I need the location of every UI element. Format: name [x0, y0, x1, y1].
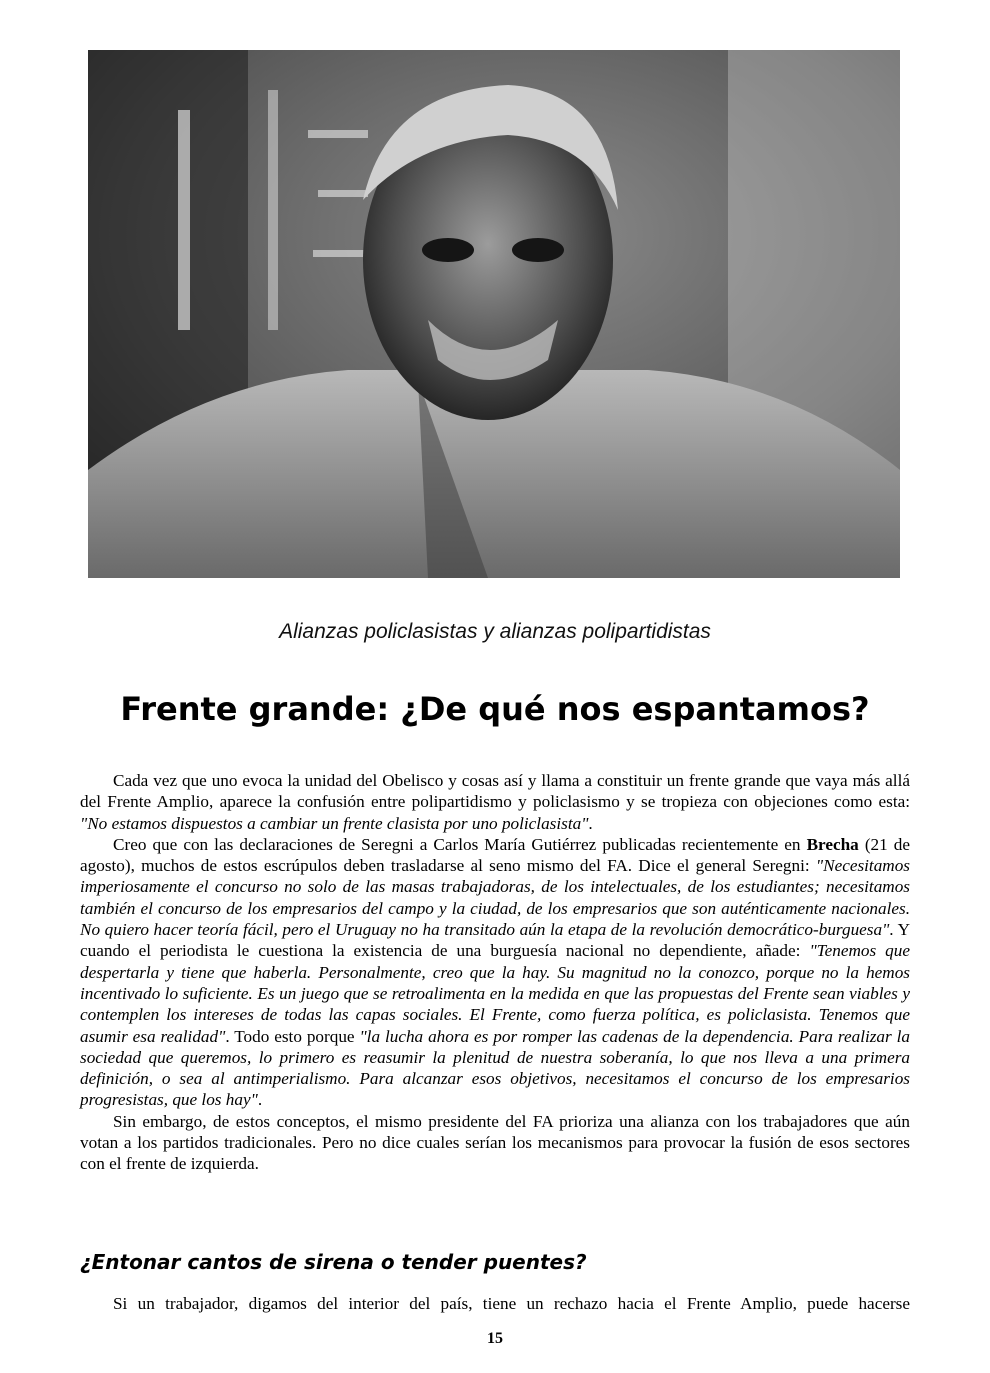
portrait-photo-icon — [88, 50, 900, 578]
paragraph-2 — [80, 834, 910, 1111]
article-kicker: Alianzas policlasistas y alianzas polipartidistas — [279, 620, 711, 643]
paragraph-1 — [80, 770, 910, 834]
paragraph-2-text-a: Creo que con las declaraciones de Seregni a Carlos María Gutiérrez publicadas recientemente en — [113, 834, 807, 854]
paragraph-2-quote-3: "la lucha ahora es por romper las cadenas de la dependencia. Para realizar la sociedad que queremos, lo primero es reasumir la plenitud de nuestra soberanía, lo que nos lleva a una primera definición, o sea al antimperialismo. Para alcanzar esos objetivos, necesitamos el concurso de los empresarios progresistas, que los hay" — [80, 1026, 910, 1110]
paragraph-2-end: . — [257, 1090, 263, 1110]
paragraph-2-text-c: (21 de agosto), muchos de estos escrúpulos deben trasladarse al seno mismo del FA. Dice el general Seregni: — [80, 834, 910, 876]
article-body — [80, 770, 910, 1175]
paragraph-2-quote-1: "Necesitamos imperiosamente el concurso no solo de las masas trabajadoras, de los intelectuales, de los estudiantes; necesitamos también el concurso de los empresarios del campo y la ciudad, de los empresarios que son auténticamente nacionales. No quiero hacer teoría fácil, pero el Uruguay no ha transitado aún la etapa de la revolución democrático-burguesa" — [80, 856, 910, 940]
paragraph-2-publication: Brecha — [806, 834, 859, 854]
paragraph-1-end: . — [588, 813, 593, 833]
paragraph-3: Sin embargo, de estos conceptos, el mismo presidente del FA prioriza una alianza con los trabajadores que aún votan a los partidos tradicionales. Pero no dice cuales serían los mecanismos para provocar la fusión de esos sectores con el frente de izquierda. — [80, 1111, 910, 1174]
paragraph-1-text: Cada vez que uno evoca la unidad del Obelisco y cosas así y llama a constituir un frente grande que vaya más allá del Frente Amplio, aparece la confusión entre polipartidismo y policlasismo y se tropieza con objeciones como esta: — [80, 771, 910, 812]
paragraph-2-quote-2: "Tenemos que despertarla y tiene que haberla. Personalmente, creo que la hay. Su magnitud no la conozco, porque no la hemos incentivado lo suficiente. Es un juego que se retroalimenta en la medida en que las propuestas del Frente sean viables y contemplen los intereses de todas las capas sociales. El Frente, como fuerza política, es policlasista. Tenemos que asumir esa realidad" — [80, 941, 911, 1046]
page-number: 15 — [487, 1330, 503, 1347]
paragraph-1-quote: "No estamos dispuestos a cambiar un frente clasista por uno policlasista" — [80, 813, 589, 833]
section-subhead: ¿Entonar cantos de sirena o tender puentes? — [80, 1250, 587, 1274]
paragraph-4-first-line: Si un trabajador, digamos del interior del país, tiene un rechazo hacia el Frente Amplio, puede hacerse — [113, 1294, 910, 1313]
portrait-photo — [88, 50, 900, 578]
article-headline: Frente grande: ¿De qué nos espantamos? — [120, 690, 870, 728]
paragraph-2-text-g: . Todo esto porque — [225, 1026, 360, 1046]
paragraph-2-text-e: . Y cuando el periodista le cuestiona la existencia de una burguesía nacional no dependiente, añade: — [80, 920, 910, 961]
